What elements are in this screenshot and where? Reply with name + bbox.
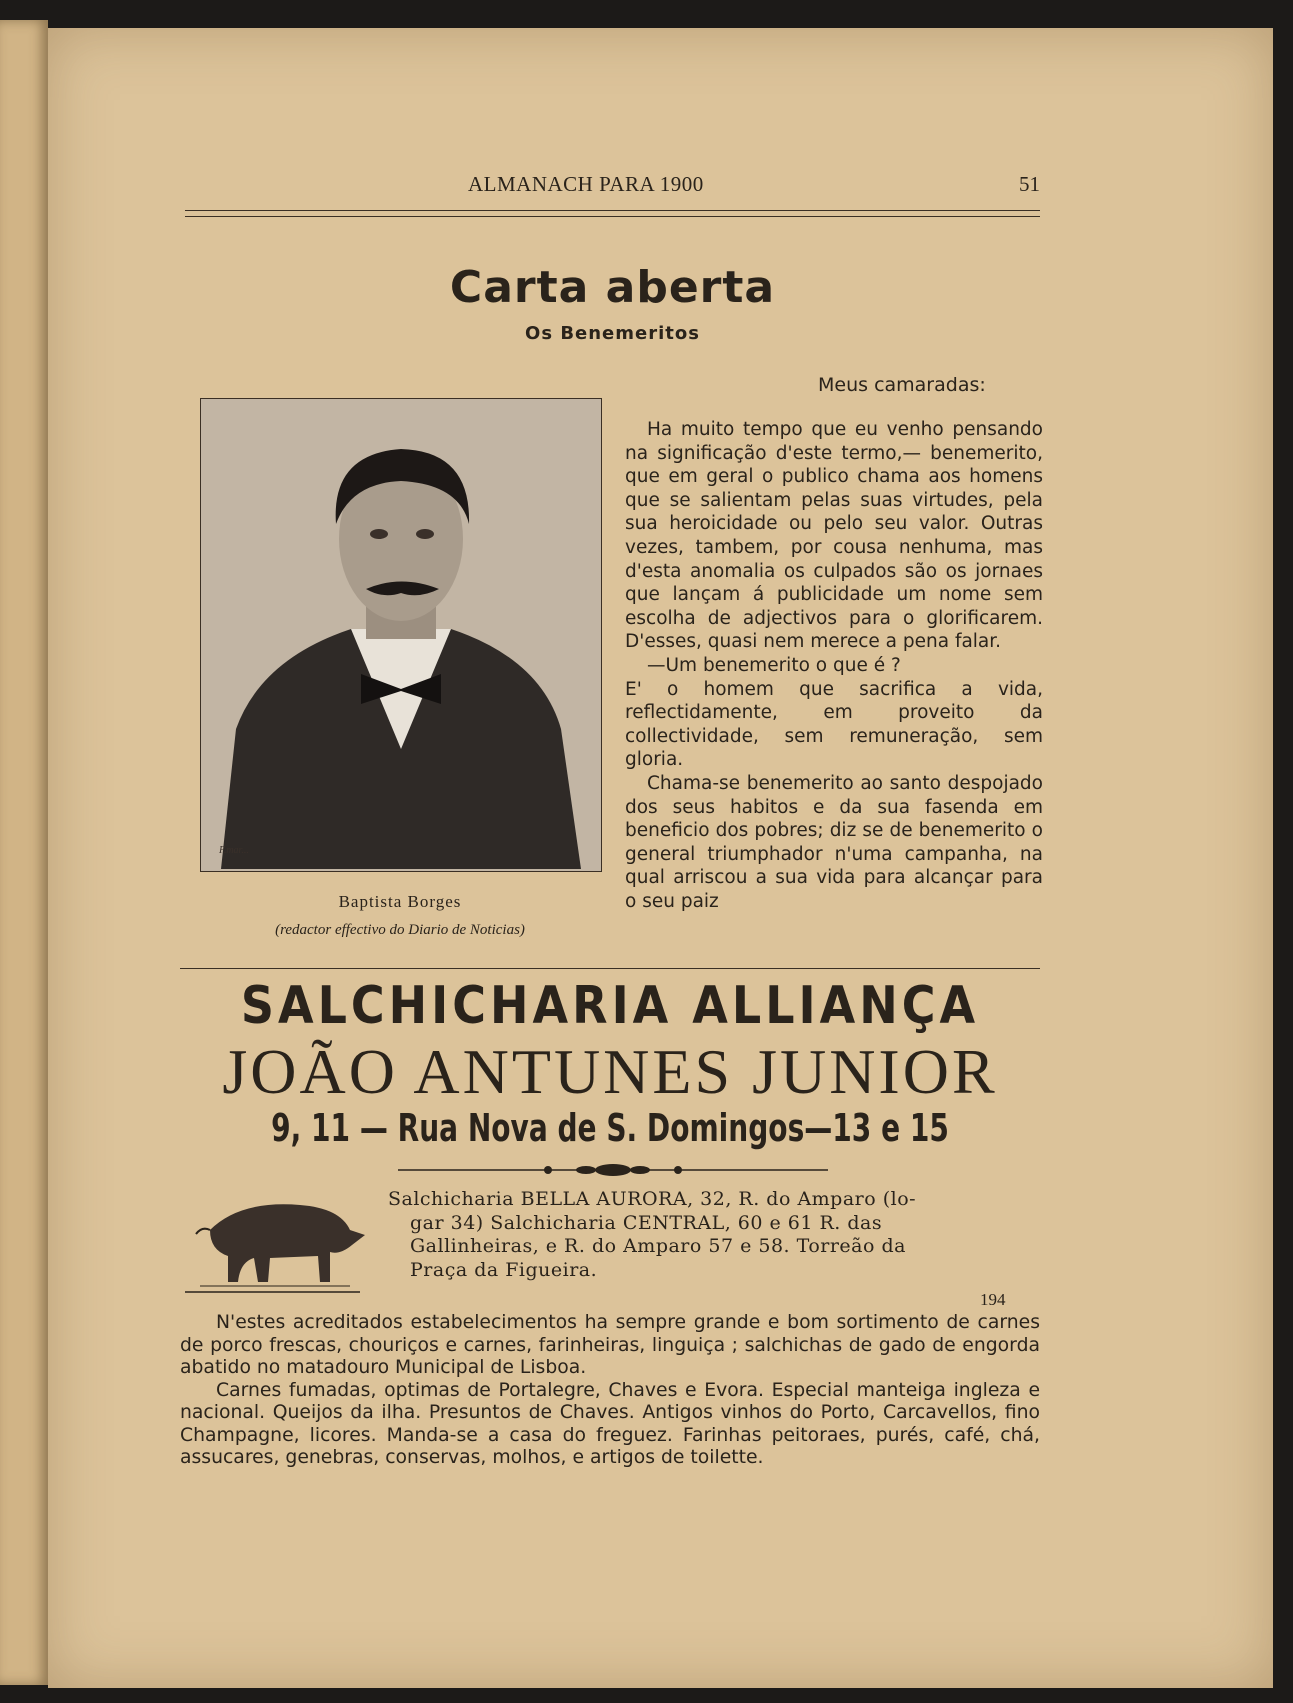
branches-line: Gallinheiras, e R. do Amparo 57 e 58. Torreão da (410, 1235, 906, 1257)
running-header (185, 172, 1040, 202)
article-paragraph: —Um benemerito o que é ? (647, 654, 901, 676)
portrait-photo (200, 398, 602, 872)
advert-heading: SALCHICHARIA ALLIANÇA (240, 975, 980, 1036)
header-title: ALMANACH PARA 1900 (468, 172, 704, 196)
branches-line: Praça da Figueira. (410, 1258, 598, 1281)
article-paragraph: Chama-se benemerito ao santo despojado dos seus habitos e da sua fasenda em beneficio dos pobres; diz se de benemerito o general triumphador n'uma campanha, na qual arriscou a sua vida para alcançar para o seu paiz (625, 772, 1043, 912)
advert-number: 194 (980, 1290, 1006, 1309)
advert-address: 9, 11 — Rua Nova de S. Domingos—13 e 15 (271, 1106, 949, 1150)
letter-greeting: Meus camaradas: (818, 374, 986, 396)
advert-paragraph: N'estes acreditados estabelecimentos ha sempre grande e bom sortimento de carnes de porco frescas, chouriços e carnes, farinheiras, linguiça ; salchichas de gado de engorda abatido no matadouro Municipal de Lisboa. (180, 1312, 1040, 1378)
boar-engraving-icon (180, 1190, 380, 1300)
article-title: Carta aberta (449, 262, 776, 313)
portrait-caption-name: Baptista Borges (338, 892, 462, 911)
advert-rule (180, 968, 1040, 969)
article-subtitle: Os Benemeritos (525, 323, 700, 344)
advert-paragraph: Carnes fumadas, optimas de Portalegre, Chaves e Evora. Especial manteiga ingleza e nacional. Queijos da ilha. Presuntos de Chaves. Antigos vinhos do Porto, Carcavellos, fino Champagne, licores. Manda-se a casa do freguez. Farinhas peitoraes, purés, café, chá, assucares, genebras, conservas, molhos, e artigos de toilette. (180, 1379, 1040, 1468)
ornament-divider-icon (398, 1160, 828, 1180)
portrait-figure-icon (201, 399, 601, 871)
portrait-caption-role: (redactor effectivo do Diario de Noticias) (275, 922, 525, 938)
branches-line: gar 34) Salchicharia CENTRAL, 60 e 61 R. das (410, 1211, 883, 1234)
advert-owner: JOÃO ANTUNES JUNIOR (222, 1036, 998, 1107)
photographer-signature: F.mar... (219, 845, 249, 856)
article-paragraph: Ha muito tempo que eu venho pensando na significação d'este termo,— benemerito, que em geral o publico chama aos homens que se salientam pelas suas virtudes, pela sua heroicidade ou pelo seu valor. Outras vezes, tambem, por cousa nenhuma, mas d'esta anomalia os culpados são os jornaes que lançam á publicidade um nome sem escolha de adjectivos para o glorificarem. D'esses, quasi nem merece a pena falar. (625, 419, 1043, 653)
page-number: 51 (1019, 172, 1040, 196)
article-body (625, 418, 1043, 913)
previous-page-edge (0, 20, 48, 1685)
article-paragraph: E' o homem que sacrifica a vida, reflectidamente, em proveito da collectividade, sem remuneração, sem gloria. (625, 678, 1043, 771)
header-rule-bottom (185, 216, 1040, 217)
advert-body (180, 1312, 1040, 1470)
advert-branches (388, 1188, 1040, 1282)
branches-line: Salchicharia BELLA AURORA, 32, R. do Amparo (lo- (388, 1188, 917, 1210)
header-rule-top (185, 210, 1040, 211)
